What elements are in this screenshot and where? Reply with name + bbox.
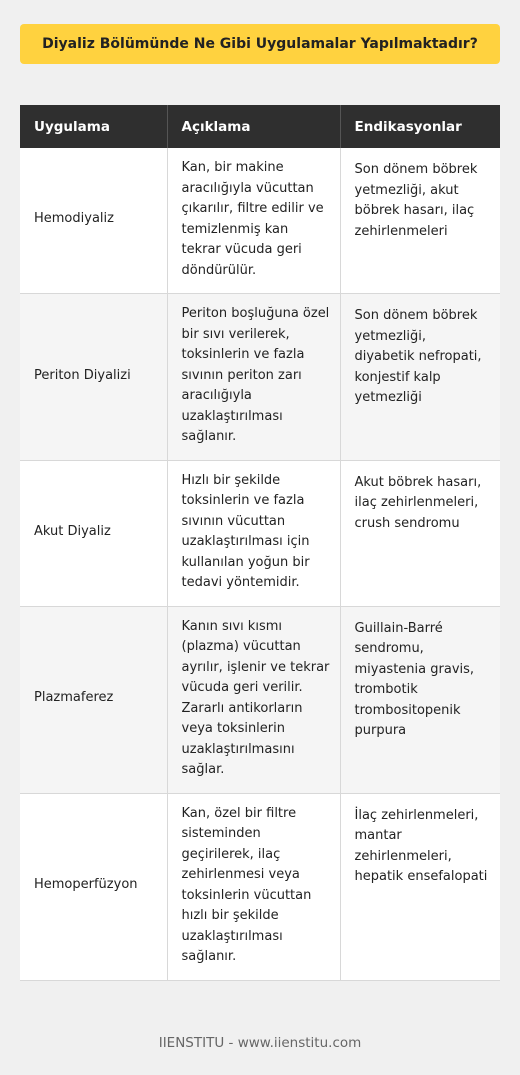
application-indications: Son dönem böbrek yetmezliği, akut böbrek hasarı, ilaç zehirlenmeleri [340, 148, 500, 294]
applications-table [20, 105, 500, 981]
page-title: Diyaliz Bölümünde Ne Gibi Uygulamalar Yapılmaktadır? [42, 36, 478, 52]
application-description: Kan, bir makine aracılığıyla vücuttan çıkarılır, filtre edilir ve temizlenmiş kan tekrar vücuda geri döndürülür. [167, 148, 340, 294]
table-row [20, 606, 500, 793]
title-banner [20, 24, 500, 64]
column-header-indications: Endikasyonlar [354, 118, 462, 135]
column-header-description: Açıklama [167, 105, 340, 148]
table-row [20, 793, 500, 980]
application-description: Periton boşluğuna özel bir sıvı verilerek, toksinlerin ve fazla sıvının periton zarı aracılığıyla uzaklaştırılması sağlanır. [167, 294, 340, 461]
table-row [20, 148, 500, 294]
application-description: Kan, özel bir filtre sisteminden geçirilerek, ilaç zehirlenmesi veya toksinlerin vücuttan hızlı bir şekilde uzaklaştırılması sağlanır. [167, 793, 340, 980]
application-indications: Guillain-Barré sendromu, miyastenia gravis, trombotik trombositopenik purpura [340, 606, 500, 793]
application-name: Plazmaferez [20, 606, 167, 793]
application-description: Hızlı bir şekilde toksinlerin ve fazla sıvının vücuttan uzaklaştırılması için kullanılan yoğun bir tedavi yöntemidir. [167, 460, 340, 606]
application-name: Hemodiyaliz [20, 148, 167, 294]
application-indications: İlaç zehirlenmeleri, mantar zehirlenmeleri, hepatik ensefalopati [340, 793, 500, 980]
application-name: Periton Diyalizi [20, 294, 167, 461]
application-description: Kanın sıvı kısmı (plazma) vücuttan ayrılır, işlenir ve tekrar vücuda geri verilir. Zararlı antikorların veya toksinlerin uzaklaştırılmasını sağlar. [167, 606, 340, 793]
application-name: Akut Diyaliz [20, 460, 167, 606]
application-indications: Akut böbrek hasarı, ilaç zehirlenmeleri, crush sendromu [340, 460, 500, 606]
table-row [20, 294, 500, 461]
footer-credit: IIENSTITU - www.iienstitu.com [158, 1035, 362, 1051]
application-name: Hemoperfüzyon [20, 793, 167, 980]
table-header-row [20, 105, 500, 148]
table-row [20, 460, 500, 606]
application-indications: Son dönem böbrek yetmezliği, diyabetik nefropati, konjestif kalp yetmezliği [340, 294, 500, 461]
column-header-application: Uygulama [20, 105, 167, 148]
